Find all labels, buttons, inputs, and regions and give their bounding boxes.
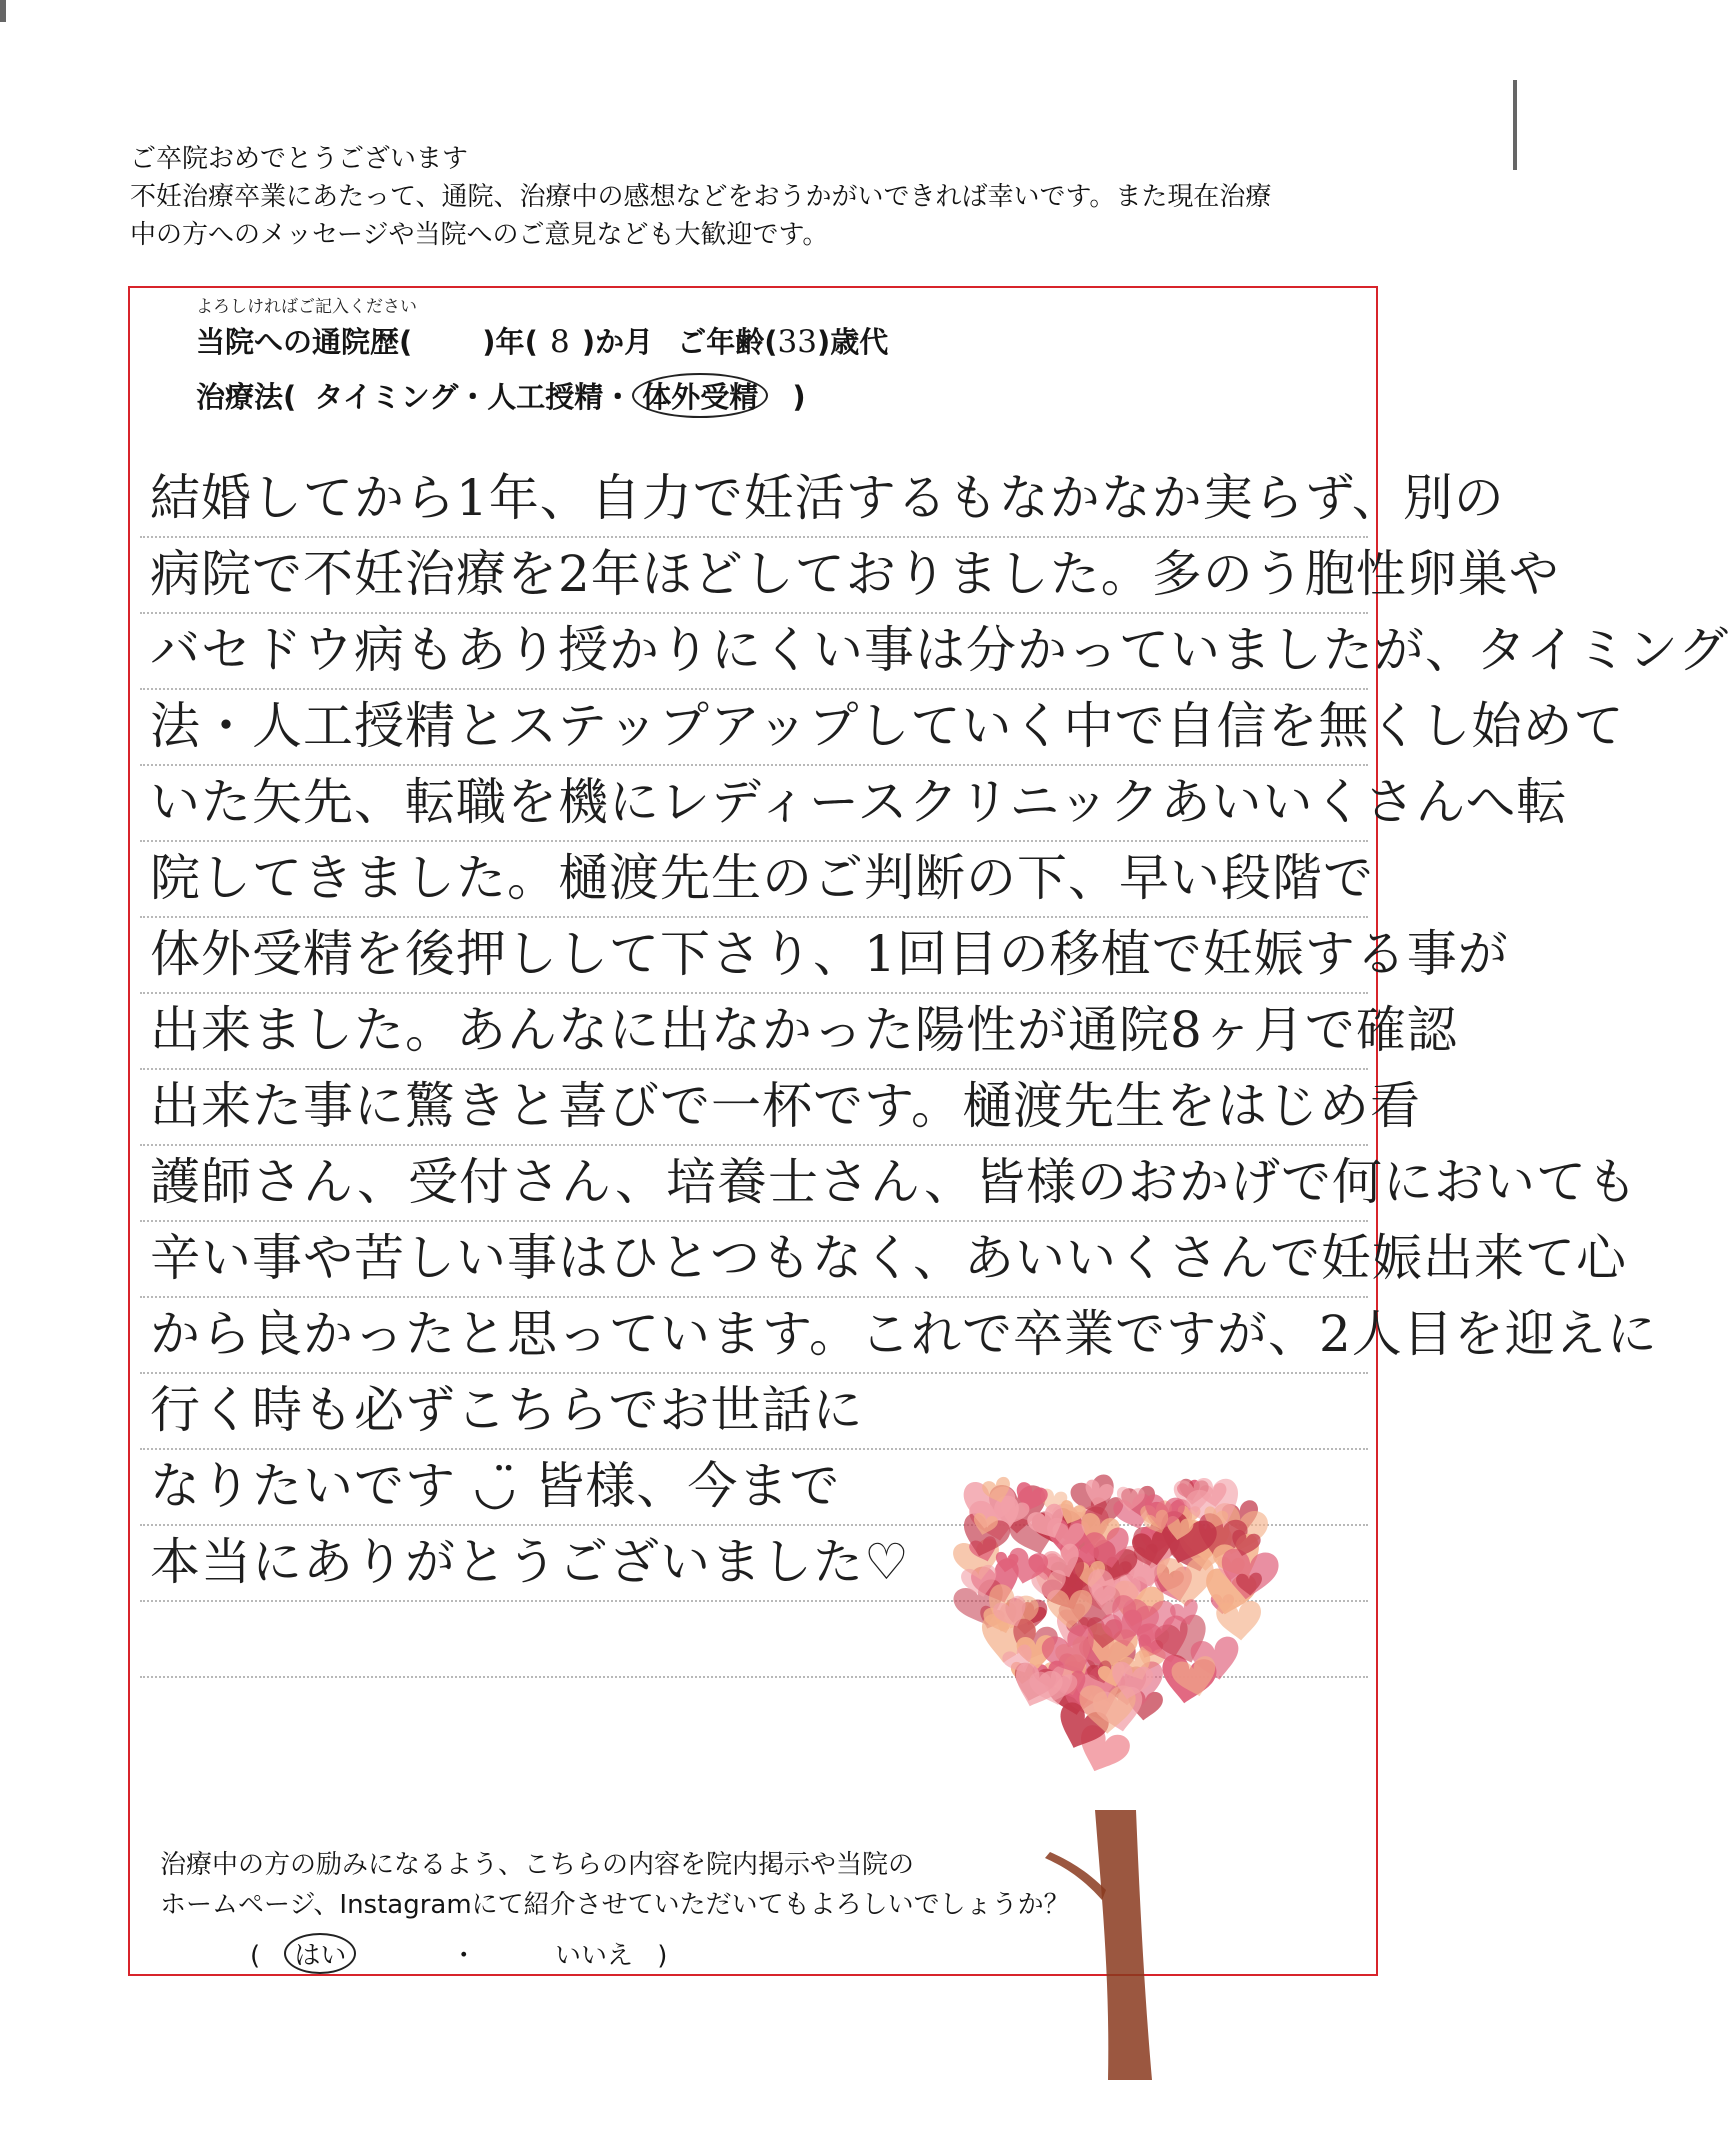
months-unit: か月 xyxy=(595,325,654,359)
intro-line: 中の方へのメッセージや当院へのご意見なども大歓迎です。 xyxy=(130,220,829,250)
message-line: なりたいです ◡̈ 皆様、今まで xyxy=(150,1457,841,1515)
message-line: 病院で不妊治療を2年ほどしておりました。多のう胞性卵巣や xyxy=(150,545,1560,603)
age-label: ご年齢 xyxy=(677,325,765,359)
months-value: 8 xyxy=(549,324,570,360)
method-row xyxy=(196,375,806,416)
history-row xyxy=(196,320,888,361)
message-line: 結婚してから1年、自力で妊活するもなかなか実らず、別の xyxy=(150,469,1505,527)
paren: ( xyxy=(764,325,778,359)
scan-edge-mark xyxy=(1513,80,1517,170)
paren: ) xyxy=(657,1941,668,1971)
scan-edge-mark xyxy=(0,0,6,22)
paren: ( xyxy=(250,1941,261,1971)
method-ai: 人工授精 xyxy=(487,380,604,414)
tree-trunk xyxy=(1095,1810,1152,2080)
message-line: から良かったと思っています。これで卒業ですが、2人目を迎えに xyxy=(150,1305,1658,1363)
paren: ( xyxy=(283,380,297,414)
consent-line: 治療中の方の励みになるよう、こちらの内容を院内掲示や当院の xyxy=(160,1850,915,1880)
consent-line: ホームページ、Instagramにて紹介させていただいてもよろしいでしょうか？ xyxy=(160,1890,1070,1920)
method-timing: タイミング xyxy=(314,380,459,414)
paren: ) xyxy=(581,325,596,359)
message-line: いた矢先、転職を機にレディースクリニックあいいくさんへ転 xyxy=(150,773,1568,831)
intro-line: 不妊治療卒業にあたって、通院、治療中の感想などをおうかがいできれば幸いです。また現在治療 xyxy=(130,182,1272,212)
consent-choices xyxy=(250,1935,683,1972)
message-line: 出来ました。あんなに出なかった陽性が通院8ヶ月で確認 xyxy=(150,1001,1458,1059)
message-line: 本当にありがとうございました♡ xyxy=(150,1533,910,1591)
message-line: 辛い事や苦しい事はひとつもなく、あいいくさんで妊娠出来て心 xyxy=(150,1229,1627,1287)
message-line: 法・人工授精とステップアップしていく中で自信を無くし始めて xyxy=(150,697,1625,755)
age-unit: 歳代 xyxy=(830,325,889,359)
intro-text xyxy=(130,140,1390,254)
heart-shape xyxy=(1215,1600,1263,1642)
message-line: 出来た事に驚きと喜びで一杯です。樋渡先生をはじめ看 xyxy=(150,1077,1421,1135)
paren: ) xyxy=(816,325,831,359)
message-line: 行く時も必ずこちらでお世話に xyxy=(150,1381,864,1439)
fill-in-note: よろしければご記入ください xyxy=(196,297,417,317)
paren: ) xyxy=(792,380,806,414)
consent-yes-circled[interactable]: はい xyxy=(284,1933,356,1974)
paren: ( xyxy=(399,325,413,359)
years-unit: 年 xyxy=(495,325,525,359)
consent-no[interactable]: いいえ xyxy=(554,1941,633,1971)
history-label: 当院への通院歴 xyxy=(196,325,400,359)
paren: ( xyxy=(524,325,538,359)
message-line: バセドウ病もあり授かりにくい事は分かっていましたが、タイミング xyxy=(150,621,1729,679)
separator: ・ xyxy=(450,1941,477,1971)
separator: ・ xyxy=(458,380,488,414)
message-line: 院してきました。樋渡先生のご判断の下、早い段階で xyxy=(150,849,1374,907)
separator: ・ xyxy=(603,380,633,414)
age-value: 33 xyxy=(777,324,817,360)
intro-line: ご卒院おめでとうございます xyxy=(130,144,469,174)
message-line: 護師さん、受付さん、培養士さん、皆様のおかげで何においても xyxy=(150,1153,1638,1211)
consent-question xyxy=(160,1845,1070,1925)
paren: ) xyxy=(482,325,496,359)
method-label: 治療法 xyxy=(196,380,284,414)
method-ivf-circled: 体外受精 xyxy=(632,373,768,418)
handwritten-message xyxy=(150,460,1729,1600)
message-line: 体外受精を後押しして下さり、1回目の移植で妊娠する事が xyxy=(150,925,1509,983)
